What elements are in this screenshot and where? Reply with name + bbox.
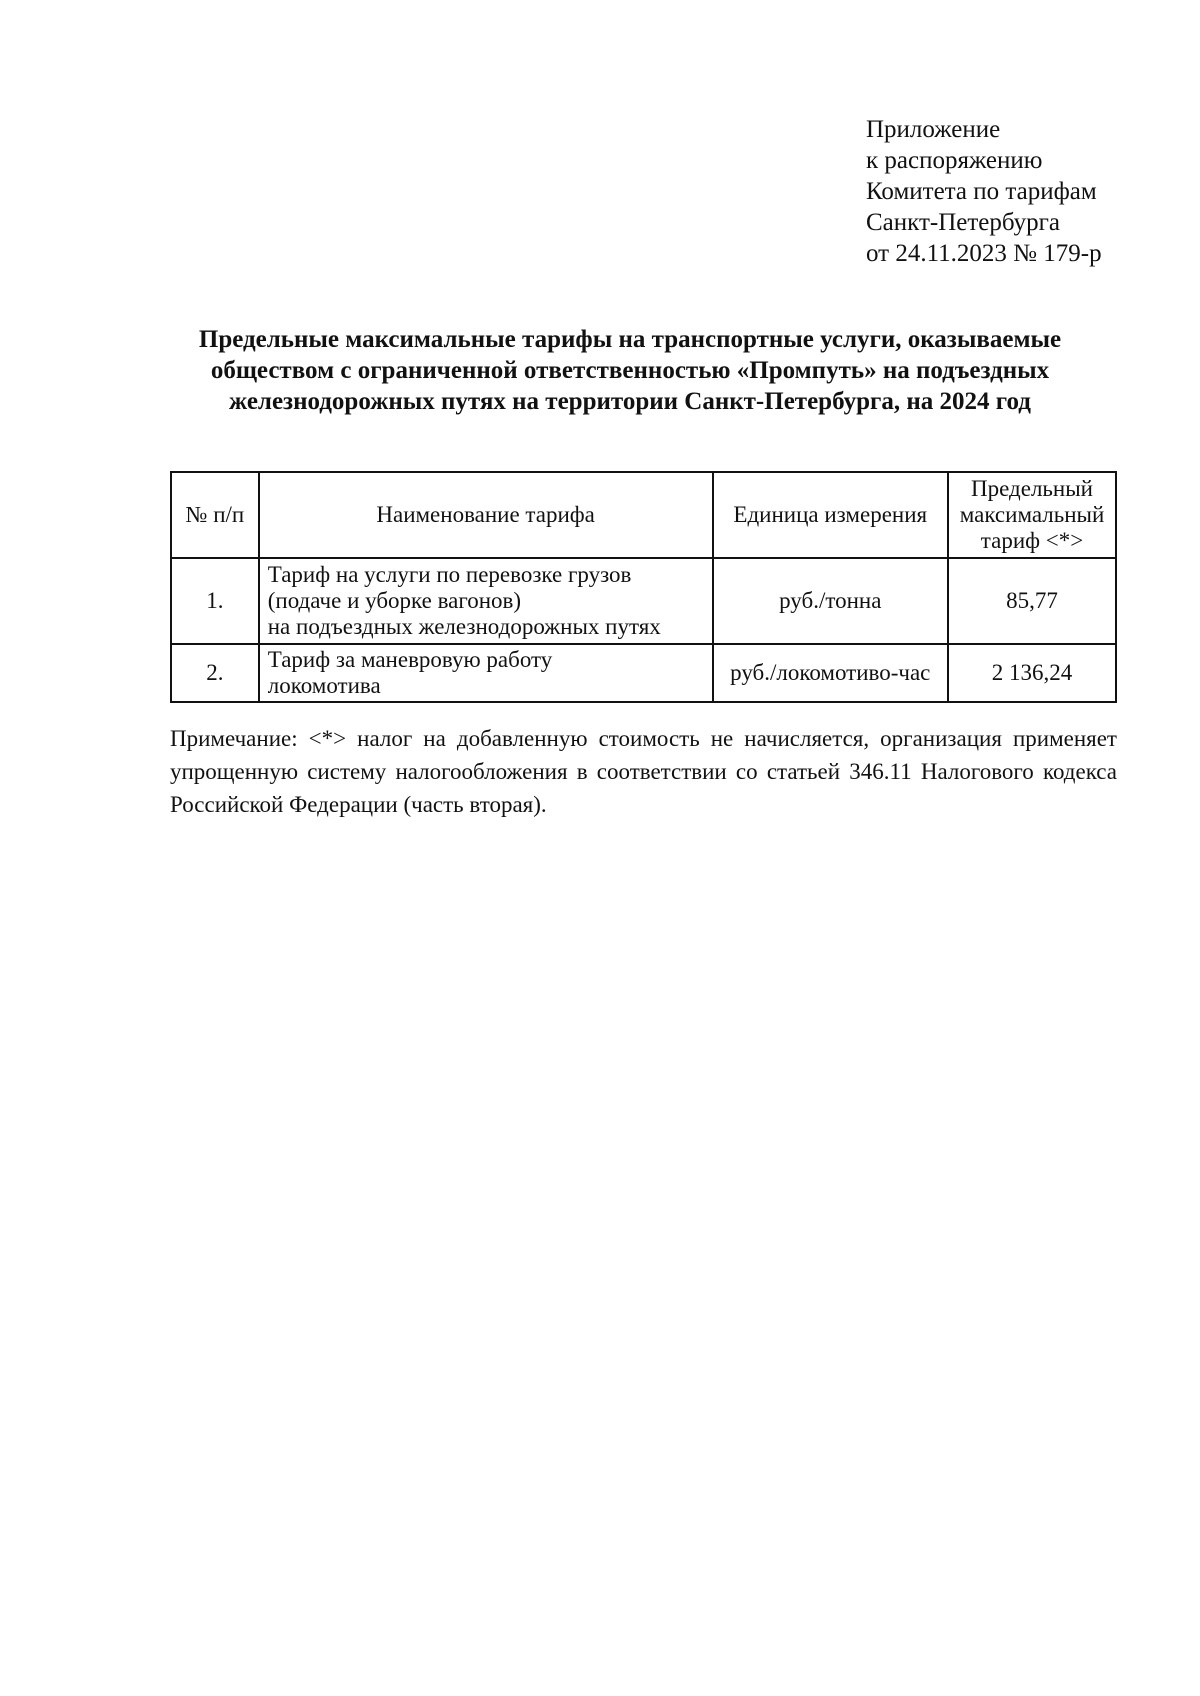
title-line: Предельные максимальные тарифы на транспортные услуги, оказываемые	[198, 326, 1062, 353]
header-number: № п/п	[171, 472, 259, 558]
header-name: Наименование тарифа	[259, 472, 713, 558]
header-unit: Единица измерения	[713, 472, 949, 558]
header-tariff-line: тариф <*>	[980, 528, 1084, 553]
footnote: Примечание: <*> налог на добавленную стоимость не начисляется, организация применяет упрощенную систему налогообложения в соответствии со статьей 346.11 Налогового кодекса Российской Федерации (часть вторая).	[170, 726, 1117, 817]
table-row	[171, 644, 1116, 702]
table-row	[171, 558, 1116, 644]
row-tariff: 2 136,24	[948, 644, 1116, 702]
annex-line: к распоряжению	[866, 147, 1043, 174]
row-number: 2.	[171, 644, 259, 702]
annex-line: Комитета по тарифам	[866, 178, 1097, 205]
tariffs-table	[170, 471, 1117, 703]
row-unit: руб./тонна	[713, 558, 949, 644]
row-name-line: локомотива	[267, 673, 381, 698]
row-name-line: (подаче и уборке вагонов)	[267, 588, 522, 613]
annex-line: от 24.11.2023 № 179-р	[866, 240, 1102, 267]
annex-line: Приложение	[866, 116, 1001, 143]
annex-block	[866, 114, 1102, 269]
row-number: 1.	[171, 558, 259, 644]
row-unit: руб./локомотиво-час	[713, 644, 949, 702]
header-tariff-line: Предельный	[971, 476, 1093, 501]
title-line: железнодорожных путях на территории Санкт-Петербурга, на 2024 год	[229, 388, 1031, 415]
row-name-line: Тариф за маневровую работу	[267, 647, 553, 672]
document-title	[150, 324, 1110, 417]
row-name-line: Тариф на услуги по перевозке грузов	[267, 562, 632, 587]
annex-line: Санкт-Петербурга	[866, 209, 1061, 236]
title-line: обществом с ограниченной ответственностью «Промпуть» на подъездных	[210, 357, 1050, 384]
header-tariff-line: максимальный	[959, 502, 1105, 527]
row-name	[259, 558, 713, 644]
row-name-line: на подъездных железнодорожных путях	[267, 614, 661, 639]
table-header-row	[171, 472, 1116, 558]
row-tariff: 85,77	[948, 558, 1116, 644]
row-name	[259, 644, 713, 702]
header-tariff	[948, 472, 1116, 558]
